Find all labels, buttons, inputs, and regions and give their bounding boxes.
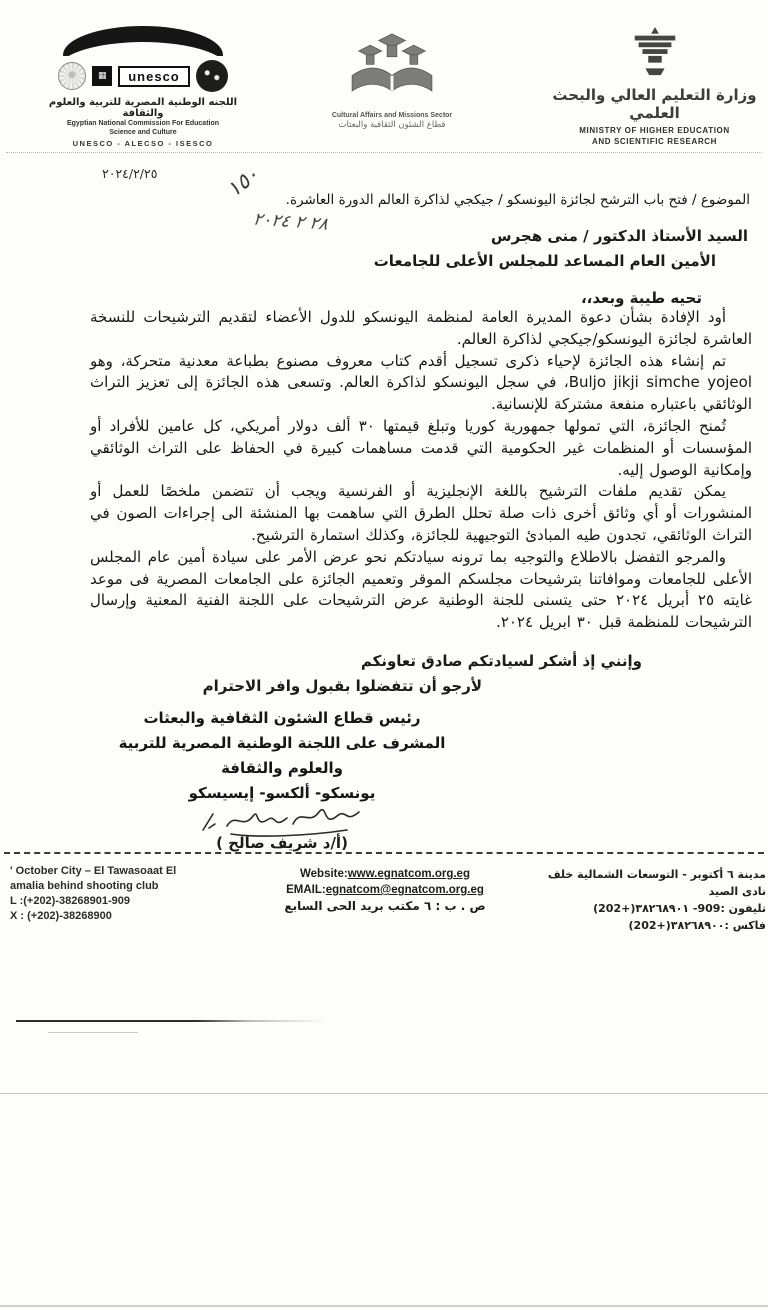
letter-body xyxy=(90,307,752,634)
round-stamp-icon xyxy=(196,60,228,92)
signatory-title-3: يونسكو- ألكسو- إيسيسكو xyxy=(188,784,376,802)
footer-left-line2: amalia behind shooting club xyxy=(10,880,159,892)
ministry-english-line1: MINISTRY OF HIGHER EDUCATION xyxy=(579,126,730,135)
paragraph-1: أود الإفادة بشأن دعوة المديرة العامة لمنظمة اليونسكو للدول الأعضاء لتقديم الترشيحات للنسخة العاشرة لجائزة اليونسكو/جيكجي لذاكرة العالم. xyxy=(90,308,752,348)
un-laurel-icon xyxy=(58,62,86,90)
footer-right-line2: تليفون :909- ٣٨٢٦٨٩٠١(+202) xyxy=(593,902,766,915)
closing-line-1: وإنني إذ أشكر لسيادتكم صادق تعاونكم xyxy=(360,652,642,670)
recipient-name: السيد الأستاذ الدكتور / منى هجرس xyxy=(490,227,748,245)
cultural-affairs-sector-logo xyxy=(322,32,462,130)
footer-right-line3: فاكس :٣٨٢٦٨٩٠٠(+202) xyxy=(628,919,766,932)
email-address: egnatcom@egnatcom.org.eg xyxy=(325,884,484,896)
recipient-title: الأمين العام المساعد للمجلس الأعلى للجامعات xyxy=(373,252,716,270)
footer-left-line4: X : (+202)-38268900 xyxy=(10,910,112,922)
footer-right-line1: مدينة ٦ أكتوبر - التوسعات الشمالية خلف نادى الصيد xyxy=(547,868,766,898)
scan-artifact-line-2 xyxy=(0,1093,768,1094)
email-label: EMAIL: xyxy=(286,884,326,896)
ministry-name-arabic: وزارة التعليم العالي والبحث العلمي xyxy=(552,86,757,122)
footer-email-line xyxy=(242,882,528,898)
letter-date: ٢٠٢٤/٢/٢٥ xyxy=(102,166,158,181)
sector-name-arabic: قطاع الشئون الثقافية والبعثات xyxy=(338,120,446,130)
signature-block xyxy=(92,706,472,852)
egypt-eagle-icon xyxy=(626,26,684,80)
salutation: تحيه طيبة وبعد،، xyxy=(580,289,702,307)
scan-artifact-line-1 xyxy=(16,1020,326,1022)
footer xyxy=(4,852,766,932)
graduates-book-icon xyxy=(344,32,440,106)
paragraph-5: والمرجو التفضل بالاطلاع والتوجيه بما ترونه سيادتكم نحو عرض الأمر على سيادة أمين عام المجلس الأعلى للجامعات وموافاتنا بترشيحات مجلسكم الموقر وتعميم الجائزة على الجامعات المصرية فى موعد غايته ٢٥ أبريل ٢٠٢٤ حتى يتسنى للجنة الوطنية عرض الترشيحات على اللجنة الفنية المعنية وإرسال الترشيحات للمنظمة قبل ٣٠ ابريل ٢٠٢٤. xyxy=(90,547,752,632)
commission-name-english-2: Science and Culture xyxy=(109,129,177,136)
paragraph-4: يمكن تقديم ملفات الترشيح باللغة الإنجليزية أو الفرنسية ويجب أن تتضمن ملخصًا للعمل أو المنشورات أو أي وثائق أخرى ذات صلة تحلل الطرق التي ساهمت بها المنشئة الى إجراءات الصون في التراث الوثائقي، تجدون طيه المبادئ التوجيهية للجائزة، وكذلك استمارة الترشيح. xyxy=(90,482,752,544)
signatory-title-1: رئيس قطاع الشئون الثقافية والبعثات xyxy=(143,709,421,727)
header-divider xyxy=(6,152,762,153)
footer-address-english xyxy=(10,864,238,924)
sector-name-english: Cultural Affairs and Missions Sector xyxy=(331,112,453,119)
footer-website-line xyxy=(242,866,528,882)
ministry-english-line2: AND SCIENTIFIC RESEARCH xyxy=(592,137,717,146)
paragraph-3: تُمنح الجائزة، التي تمولها جمهورية كوريا وتبلغ قيمتها ٣٠ ألف دولار أمريكي، كل عامين للأفراد أو المؤسسات أو المنظمات غير الحكومية التي قدمت مساهمات كبيرة في الحفاظ على التراث الوثائقي وإمكانية الوصول إليه. xyxy=(90,416,752,479)
commission-name-english-1: Egyptian National Commission For Education xyxy=(66,120,220,127)
website-label: Website: xyxy=(300,868,348,880)
closing-line-2: لأرجو أن تتفضلوا بقبول وافر الاحترام xyxy=(202,677,482,695)
commission-orgs: UNESCO - ALECSO - ISESCO xyxy=(72,139,214,148)
paragraph-2: تم إنشاء هذه الجائزة لإحياء ذكرى تسجيل أقدم كتاب معروف مصنوع بطباعة معدنية متحركة، وهو Buljo jikji simche yojeol، في سجل اليونسكو لذاكرة العالم. وتسعى هذه الجائزة إلى تعزيز التراث الوثائقي باعتباره منفعة مشتركة للإنسانية. xyxy=(90,351,752,414)
handwritten-reference-number: ١٥٠ xyxy=(222,162,264,202)
website-url: www.egnatcom.org.eg xyxy=(347,868,470,880)
footer-address-arabic xyxy=(532,866,766,934)
unesco-arc-icon xyxy=(63,26,223,56)
footer-left-line1: ' October City – El Tawasoaat El xyxy=(10,865,177,877)
commission-name-arabic: اللجنه الوطنية المصرية للتربية والعلوم والثقافة xyxy=(48,97,238,119)
subject-line: الموضوع / فتح باب الترشح لجائزة اليونسكو / جيكجي لذاكرة العالم الدورة العاشرة. xyxy=(285,192,750,208)
scan-artifact-line-1b xyxy=(48,1032,138,1033)
signatory-name: (أ/د شريف صالح ) xyxy=(216,834,348,852)
ministry-logo xyxy=(552,26,757,147)
unesco-temple-icon: ▦ xyxy=(92,66,112,86)
signatory-title-2: المشرف على اللجنة الوطنية المصرية للتربية والعلوم والثقافة xyxy=(118,734,446,777)
handwritten-date: ٢٨ ٢ ٢٠٢٤ xyxy=(251,209,330,235)
footer-left-line3: L :(+202)-38268901-909 xyxy=(10,895,130,907)
footer-contact-center xyxy=(242,866,528,914)
ministry-name-english xyxy=(552,125,757,147)
unesco-wordmark: unesco xyxy=(118,66,190,87)
unesco-commission-logo xyxy=(28,26,258,148)
scan-artifact-line-3 xyxy=(0,1305,768,1307)
footer-pobox: ص . ب : ٦ مكتب بريد الحى السابع xyxy=(284,899,486,913)
